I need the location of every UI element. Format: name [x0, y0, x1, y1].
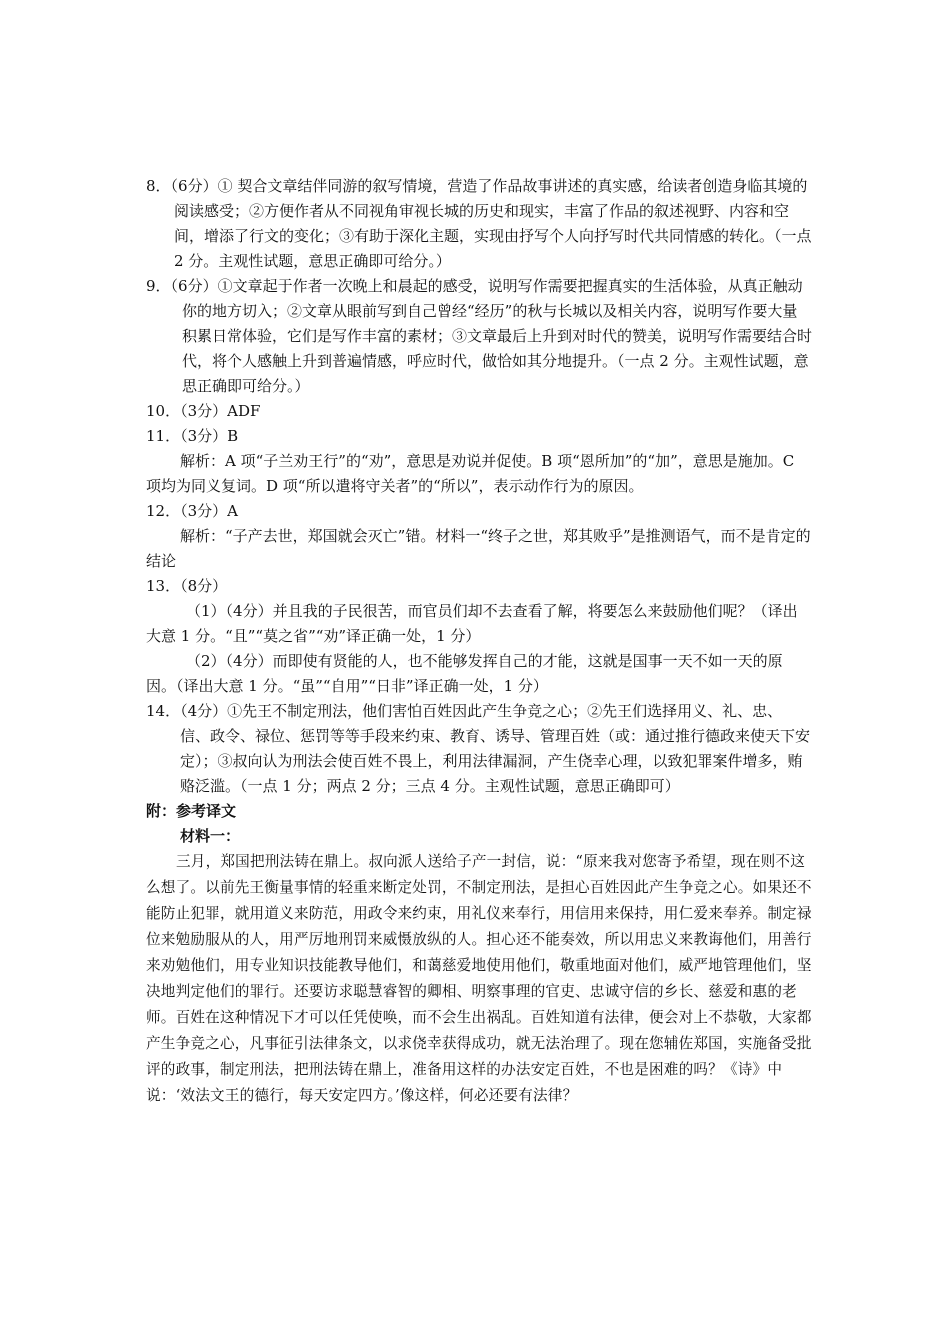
answer-12-analysis: 解析：“子产去世，郑国就会灭亡”错。材料一“终子之世，郑其败乎”是推测语气，而不是肯定的结论	[146, 527, 811, 570]
answer-12: 12．（3分）A	[146, 502, 238, 520]
answer-11-analysis: 解析：A 项“子兰劝王行”的“劝”，意思是劝说并促使。B 项“恩所加”的“加”，意思是施加。C 项均为同义复词。D 项“所以遣将守关者”的“所以”，表示动作行为的原因。	[146, 452, 795, 495]
answer-14: 14．（4分）①先王不制定刑法，他们害怕百姓因此产生争竞之心；②先王们选择用义、礼、忠、信、政令、禄位、惩罚等等手段来约束、教育、诱导、管理百姓（或：通过推行德政来使天下安定）；③叔向认为刑法会使百姓不畏上，利用法律漏洞，产生侥幸心理，以致犯罪案件增多，贿赂泛滥。（一点 1 分；两点 2 分；三点 4 分。主观性试题，意思正确即可）	[146, 702, 811, 795]
answer-13: 13．（8分）	[146, 577, 228, 595]
answer-10: 10．（3分）ADF	[146, 402, 261, 420]
answer-11: 11．（3分）B	[146, 427, 239, 445]
translation-paragraph: 三月，郑国把刑法铸在鼎上。叔向派人送给子产一封信，说：“原来我对您寄予希望，现在则不这么想了。以前先王衡量事情的轻重来断定处罚，不制定刑法，是担心百姓因此产生争竞之心。如果还不能防止犯罪，就用道义来防范，用政令来约束，用礼仪来奉行，用信用来保持，用仁爱来奉养。制定禄位来勉励服从的人，用严厉地刑罚来威慑放纵的人。担心还不能奏效，所以用忠义来教诲他们，用善行来劝勉他们，用专业知识技能教导他们，和蔼慈爱地使用他们，敬重地面对他们，威严地管理他们，坚决地判定他们的罪行。还要访求聪慧睿智的卿相、明察事理的官吏、忠诚守信的乡长、慈爱和惠的老师。百姓在这种情况下才可以任凭使唤，而不会生出祸乱。百姓知道有法律，便会对上不恭敬，大家都产生争竞之心，凡事征引法律条文，以求侥幸获得成功，就无法治理了。现在您辅佐郑国，实施备受批评的政事，制定刑法，把刑法铸在鼎上，准备用这样的办法安定百姓，不也是困难的吗？《诗》中说：‘效法文王的德行，每天安定四方。’像这样，何必还要有法律？	[146, 853, 812, 1104]
answer-9: 9．（6分）①文章起于作者一次晚上和晨起的感受，说明写作需要把握真实的生活体验，从真正触动你的地方切入；②文章从眼前写到自己曾经“经历”的秋与长城以及相关内容，说明写作要大量积累日常体验，它们是写作丰富的素材；③文章最后上升到对时代的赞美，说明写作需要结合时代，将个人感触上升到普遍情感，呼应时代，做恰如其分地提升。（一点 2 分。主观性试题，意思正确即可给分。）	[146, 277, 813, 395]
answer-13-part-1: （1）（4分）并且我的子民很苦，而官员们却不去查看了解，将要怎么来鼓励他们呢？（译出大意 1 分。“且”“莫之省”“劝”译正确一处，1 分）	[146, 602, 798, 645]
answer-8: 8．（6分）① 契合文章结伴同游的叙写情境，营造了作品故事讲述的真实感，给读者创造身临其境的阅读感受；②方便作者从不同视角审视长城的历史和现实，丰富了作品的叙述视野、内容和空间，增添了行文的变化；③有助于深化主题，实现由抒写个人向抒写时代共同情感的转化。（一点 2 分。主观性试题，意思正确即可给分。）	[146, 177, 812, 270]
answer-13-part-2: （2）（4分）而即使有贤能的人，也不能够发挥自己的才能，这就是国事一天不如一天的原因。（译出大意 1 分。“虽”“自用”“日非”译正确一处，1 分）	[146, 652, 783, 695]
appendix-subtitle: 材料一：	[180, 827, 241, 845]
appendix-title: 附：参考译文	[146, 802, 237, 820]
answer-sheet	[146, 174, 812, 1109]
